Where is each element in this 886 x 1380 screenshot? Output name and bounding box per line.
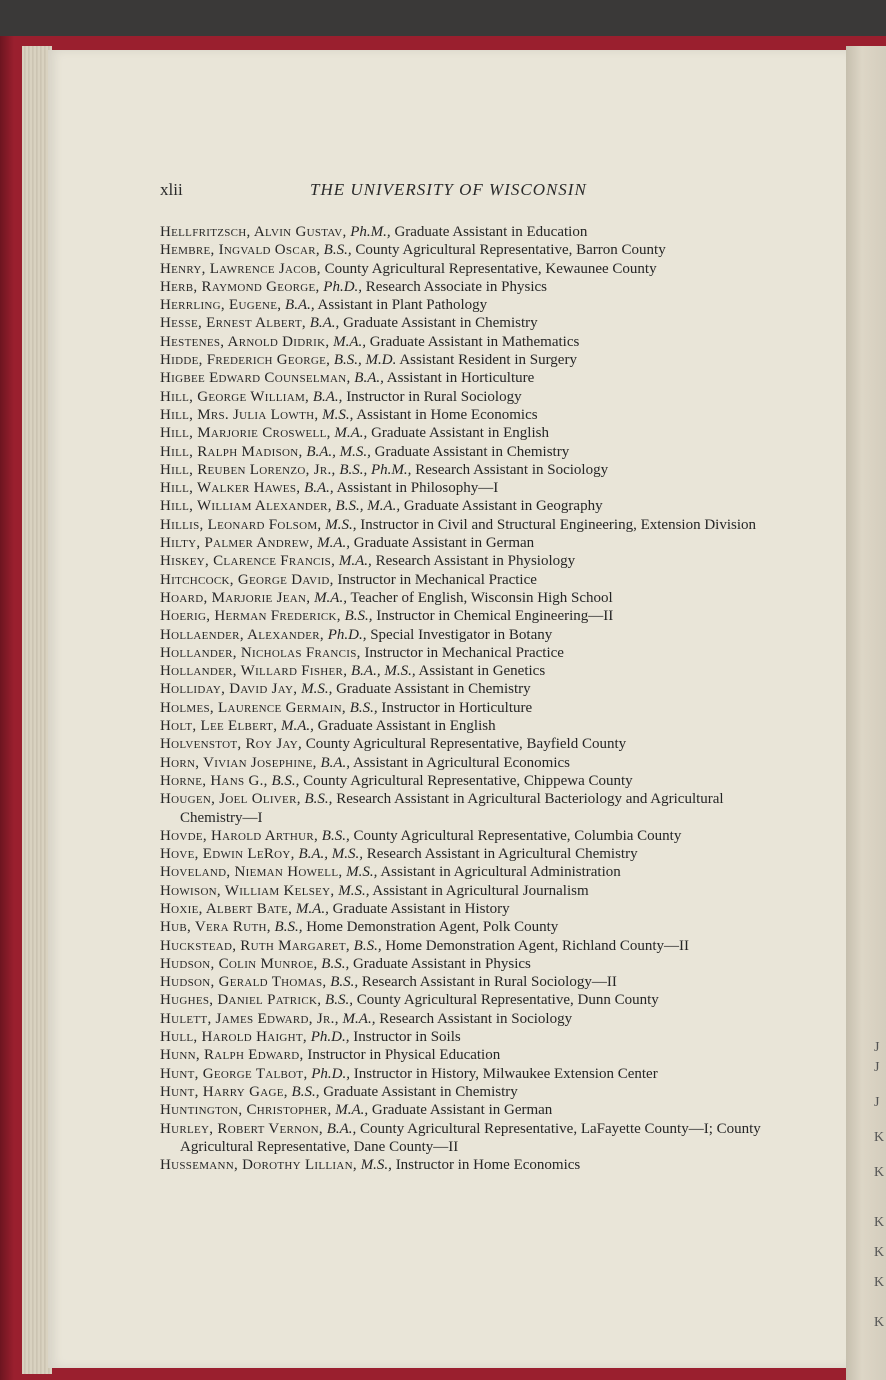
entry-role: Graduate Assistant in Mathematics (369, 333, 580, 350)
directory-entry (160, 918, 780, 936)
entry-name: Holmes, Laurence Germain, (160, 699, 346, 716)
entry-name: Hunt, Harry Gage, (160, 1083, 288, 1100)
entry-name: Huckstead, Ruth Margaret, (160, 937, 350, 954)
entry-degree: B.S., (271, 772, 300, 789)
directory-entry (160, 1101, 780, 1119)
entry-degree: B.A., (326, 1120, 357, 1137)
entry-degree: M.S., (360, 1157, 392, 1174)
entry-role: Assistant Resident in Surgery (399, 352, 577, 369)
directory-entry (160, 1120, 780, 1157)
directory-entry (160, 1065, 780, 1083)
facing-page-letter: K (874, 1275, 885, 1290)
entry-degree: B.S., (321, 955, 350, 972)
directory-entry (160, 223, 780, 241)
entry-degree: Ph.D., (311, 1065, 350, 1082)
entry-role: County Agricultural Representative, Chippewa County (303, 772, 633, 789)
entry-role: Assistant in Plant Pathology (317, 297, 488, 314)
entry-role: Instructor in History, Milwaukee Extension Center (353, 1065, 658, 1082)
directory-entry (160, 241, 780, 259)
entry-degree: B.A., (285, 297, 315, 314)
directory-entry (160, 388, 780, 406)
directory-entry (160, 735, 780, 753)
facing-page-letter: K (874, 1130, 885, 1145)
entry-role: Graduate Assistant in Physics (352, 955, 531, 972)
entry-role: Assistant in Agricultural Journalism (372, 882, 589, 899)
facing-page-letter: J (874, 1060, 880, 1075)
entry-name: Hitchcock, George David, (160, 571, 334, 588)
entry-degree: M.A., (295, 900, 329, 917)
entry-name: Hollander, Nicholas Francis, (160, 644, 361, 661)
directory-entry (160, 991, 780, 1009)
entry-degree: B.A., (354, 370, 384, 387)
directory-entry (160, 790, 780, 827)
entry-degree: B.S., (321, 827, 350, 844)
entry-name: Hudson, Gerald Thomas, (160, 974, 327, 991)
directory-entry (160, 607, 780, 625)
directory-entry (160, 772, 780, 790)
entry-name: Hoerig, Herman Frederick, (160, 608, 341, 625)
directory-entry (160, 662, 780, 680)
entry-name: Hughes, Daniel Patrick, (160, 992, 322, 1009)
entry-role: Instructor in Home Economics (395, 1157, 581, 1174)
facing-page-letter: J (874, 1040, 880, 1055)
entry-role: Home Demonstration Agent, Richland County—II (385, 937, 690, 954)
entry-role: Special Investigator in Botany (370, 626, 553, 643)
entry-name: Hollander, Willard Fisher, (160, 663, 348, 680)
entry-name: Hougen, Joel Oliver, (160, 791, 301, 808)
entry-name: Hovde, Harold Arthur, (160, 827, 319, 844)
entry-name: Hill, George William, (160, 388, 310, 405)
entry-name: Hillis, Leonard Folsom, (160, 516, 322, 533)
entry-degree: B.S., M.D. (333, 352, 397, 369)
entry-role: Graduate Assistant in Chemistry (336, 681, 531, 698)
entry-name: Hunn, Ralph Edward, (160, 1047, 304, 1064)
entry-name: Hesse, Ernest Albert, (160, 315, 306, 332)
directory-entry (160, 516, 780, 534)
entry-name: Hoard, Marjorie Jean, (160, 589, 311, 606)
entry-degree: M.S., (325, 516, 357, 533)
directory-entry (160, 589, 780, 607)
entry-degree: B.S., (330, 974, 359, 991)
entry-name: Howison, William Kelsey, (160, 882, 335, 899)
entry-role: Research Associate in Physics (365, 278, 547, 295)
entry-name: Holliday, David Jay, (160, 681, 298, 698)
entry-name: Hidde, Frederich George, (160, 352, 331, 369)
entry-role: Research Assistant in Rural Sociology—II (361, 974, 617, 991)
entry-role: Assistant in Home Economics (356, 406, 538, 423)
entry-role: Graduate Assistant in Chemistry (343, 315, 538, 332)
directory-entry (160, 717, 780, 735)
entry-role: Graduate Assistant in Chemistry (374, 443, 570, 460)
entry-degree: B.S., (304, 791, 333, 808)
entry-role: Research Assistant in Sociology (379, 1010, 573, 1027)
entry-degree: B.S., (323, 242, 352, 259)
entry-role: Instructor in Rural Sociology (346, 388, 522, 405)
entry-degree: B.S., (274, 919, 303, 936)
entry-role: Instructor in Physical Education (307, 1047, 501, 1064)
entry-degree: B.A., M.S., (306, 443, 371, 460)
directory-entry (160, 882, 780, 900)
entry-name: Hill, Ralph Madison, (160, 443, 303, 460)
entry-name: Hestenes, Arnold Didrik, (160, 333, 330, 350)
entry-role: Home Demonstration Agent, Polk County (306, 919, 559, 936)
directory-entry (160, 955, 780, 973)
entry-name: Hove, Edwin LeRoy, (160, 846, 295, 863)
entry-name: Herrling, Eugene, (160, 297, 282, 314)
page-number: xlii (160, 180, 183, 199)
directory-entry (160, 1046, 780, 1064)
entry-name: Higbee Edward Counselman, (160, 370, 351, 387)
entry-name: Hussemann, Dorothy Lillian, (160, 1157, 357, 1174)
directory-entry (160, 699, 780, 717)
entry-role: Instructor in Horticulture (381, 699, 533, 716)
entry-degree: B.S., M.A., (335, 498, 401, 515)
entry-name: Hollaender, Alexander, (160, 626, 324, 643)
entry-degree: M.A., (333, 333, 367, 350)
entry-name: Horne, Hans G., (160, 772, 268, 789)
directory-entry (160, 369, 780, 387)
entry-name: Hurley, Robert Vernon, (160, 1120, 323, 1137)
entry-name: Hunt, George Talbot, (160, 1065, 308, 1082)
entry-degree: Ph.D., (323, 278, 363, 295)
entry-name: Huntington, Christopher, (160, 1102, 332, 1119)
entry-role: Research Assistant in Agricultural Bacteriology and Agricultural Chemistry—I (180, 791, 724, 826)
entry-name: Holt, Lee Elbert, (160, 718, 278, 735)
entry-name: Hill, Mrs. Julia Lowth, (160, 406, 319, 423)
entry-role: Graduate Assistant in English (317, 718, 496, 735)
entry-name: Hill, Reuben Lorenzo, Jr., (160, 461, 336, 478)
entry-degree: B.A., M.S., (298, 846, 364, 863)
directory-entry (160, 1083, 780, 1101)
entry-name: Hoveland, Nieman Howell, (160, 864, 343, 881)
entry-role: County Agricultural Representative, Kewaunee County (324, 260, 657, 277)
entry-degree: M.S., (322, 406, 354, 423)
entry-name: Holvenstot, Roy Jay, (160, 736, 303, 753)
entry-name: Hill, Marjorie Croswell, (160, 425, 331, 442)
entry-degree: B.S., (325, 992, 353, 1009)
entry-degree: B.S., (291, 1083, 320, 1100)
directory-entry (160, 900, 780, 918)
entry-name: Hilty, Palmer Andrew, (160, 535, 314, 552)
entry-role: Research Assistant in Sociology (415, 461, 609, 478)
directory-entry (160, 680, 780, 698)
directory-entry (160, 1156, 780, 1174)
directory-entry (160, 754, 780, 772)
entry-role: Research Assistant in Agricultural Chemistry (366, 846, 638, 863)
entry-degree: B.A., M.S., (351, 663, 416, 680)
entry-degree: B.A., (312, 388, 343, 405)
entry-degree: M.A., (281, 718, 314, 735)
entry-name: Henry, Lawrence Jacob, (160, 260, 321, 277)
entry-degree: M.A., (342, 1010, 376, 1027)
entry-degree: M.A., (317, 535, 351, 552)
entry-role: Research Assistant in Physiology (375, 553, 576, 570)
entry-degree: M.S., (346, 864, 378, 881)
facing-page-letter: K (874, 1245, 885, 1260)
entry-degree: B.A., (320, 754, 351, 771)
entry-name: Hill, Walker Hawes, (160, 480, 301, 497)
entry-name: Hub, Vera Ruth, (160, 919, 271, 936)
entry-role: Instructor in Mechanical Practice (364, 644, 564, 661)
entry-role: County Agricultural Representative, Bayfield County (305, 736, 627, 753)
entry-degree: Ph.D., (310, 1029, 350, 1046)
page-header (160, 180, 800, 204)
entry-role: Instructor in Chemical Engineering—II (376, 608, 614, 625)
entry-role: County Agricultural Representative, LaFayette County—I; County Agricultural Representative, Dane County—II (180, 1120, 761, 1155)
entry-role: Graduate Assistant in German (371, 1102, 553, 1119)
entry-degree: B.S., (344, 608, 373, 625)
running-title: THE UNIVERSITY OF WISCONSIN (310, 180, 587, 199)
entry-role: Graduate Assistant in German (353, 535, 535, 552)
entry-role: Graduate Assistant in Education (394, 224, 588, 240)
facing-page-letter: K (874, 1315, 885, 1330)
directory-entry (160, 278, 780, 296)
entry-name: Herb, Raymond George, (160, 278, 320, 295)
directory-entry (160, 351, 780, 369)
entry-name: Hembre, Ingvald Oscar, (160, 242, 320, 259)
entry-degree: B.S., (353, 937, 382, 954)
facing-page-letter: K (874, 1215, 885, 1230)
entry-role: Assistant in Philosophy—I (336, 480, 499, 497)
directory-entry (160, 443, 780, 461)
directory-entry (160, 626, 780, 644)
entry-role: Graduate Assistant in Geography (403, 498, 603, 515)
directory-entry (160, 973, 780, 991)
facing-page-letter: K (874, 1165, 885, 1180)
entry-degree: B.S., Ph.M., (339, 461, 412, 478)
cover-spine-shadow (0, 36, 14, 1380)
directory-entry (160, 260, 780, 278)
entry-role: County Agricultural Representative, Barron County (355, 242, 666, 259)
entry-name: Horn, Vivian Josephine, (160, 754, 317, 771)
entry-role: Instructor in Mechanical Practice (337, 571, 537, 588)
facing-page-letter: J (874, 1095, 880, 1110)
entry-role: Assistant in Horticulture (386, 370, 535, 387)
entry-name: Hoxie, Albert Bate, (160, 900, 293, 917)
staff-directory-list (160, 223, 780, 1174)
directory-entry (160, 296, 780, 314)
entry-role: Graduate Assistant in History (332, 900, 510, 917)
directory-entry (160, 1010, 780, 1028)
entry-name: Hellfritzsch, Alvin Gustav, (160, 224, 347, 240)
directory-entry (160, 863, 780, 881)
directory-entry (160, 333, 780, 351)
entry-role: Teacher of English, Wisconsin High School (350, 589, 613, 606)
entry-degree: M.A., (338, 553, 372, 570)
entry-degree: B.A., (304, 480, 334, 497)
entry-degree: B.A., (309, 315, 340, 332)
directory-entry (160, 571, 780, 589)
entry-name: Hill, William Alexander, (160, 498, 332, 515)
entry-role: Assistant in Agricultural Economics (352, 754, 571, 771)
entry-degree: B.S., (349, 699, 378, 716)
entry-degree: Ph.M., (350, 224, 391, 240)
directory-entry (160, 644, 780, 662)
entry-role: Graduate Assistant in English (371, 425, 549, 442)
directory-entry (160, 424, 780, 442)
entry-name: Hudson, Colin Munroe, (160, 955, 318, 972)
directory-entry (160, 461, 780, 479)
directory-entry (160, 827, 780, 845)
directory-entry (160, 314, 780, 332)
entry-degree: M.S., (301, 681, 333, 698)
entry-degree: Ph.D., (327, 626, 367, 643)
entry-role: County Agricultural Representative, Columbia County (353, 827, 682, 844)
entry-role: Assistant in Genetics (418, 663, 546, 680)
entry-role: Graduate Assistant in Chemistry (323, 1083, 518, 1100)
entry-role: Instructor in Civil and Structural Engineering, Extension Division (360, 516, 756, 533)
entry-degree: M.A., (335, 1102, 369, 1119)
entry-name: Hiskey, Clarence Francis, (160, 553, 336, 570)
directory-entry (160, 937, 780, 955)
directory-entry (160, 406, 780, 424)
directory-entry (160, 534, 780, 552)
directory-entry (160, 552, 780, 570)
entry-name: Hull, Harold Haight, (160, 1029, 307, 1046)
entry-role: Instructor in Soils (353, 1029, 461, 1046)
entry-role: Assistant in Agricultural Administration (380, 864, 621, 881)
directory-entry (160, 1028, 780, 1046)
entry-degree: M.A., (334, 425, 368, 442)
entry-degree: M.S., (338, 882, 370, 899)
entry-degree: M.A., (314, 589, 347, 606)
directory-entry (160, 497, 780, 515)
entry-name: Hulett, James Edward, Jr., (160, 1010, 339, 1027)
directory-entry (160, 479, 780, 497)
entry-role: County Agricultural Representative, Dunn County (356, 992, 659, 1009)
directory-entry (160, 845, 780, 863)
